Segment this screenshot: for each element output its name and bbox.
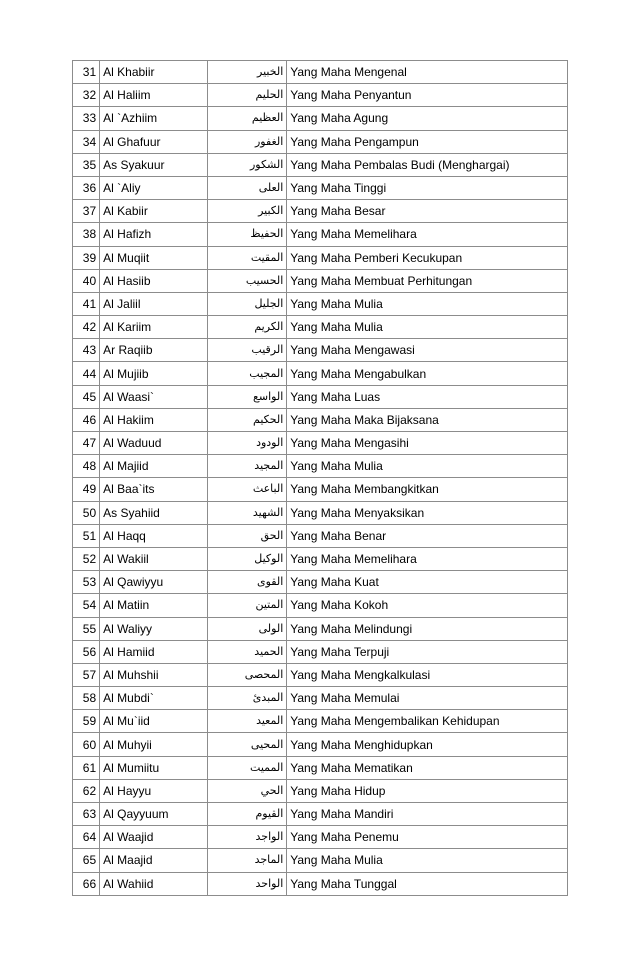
meaning-text: Yang Maha Mengabulkan — [287, 362, 568, 385]
latin-name: Al Ghafuur — [100, 130, 208, 153]
meaning-text: Yang Maha Menyaksikan — [287, 501, 568, 524]
meaning-text: Yang Maha Pengampun — [287, 130, 568, 153]
meaning-text: Yang Maha Tunggal — [287, 872, 568, 895]
table-row — [73, 663, 568, 686]
table-row — [73, 107, 568, 130]
latin-name: Al `Aliy — [100, 176, 208, 199]
arabic-name: الحق — [207, 524, 286, 547]
table-row — [73, 84, 568, 107]
table-row — [73, 524, 568, 547]
table-body — [73, 61, 568, 896]
table-row — [73, 223, 568, 246]
row-number: 63 — [73, 803, 100, 826]
arabic-name: الكريم — [207, 316, 286, 339]
meaning-text: Yang Maha Kokoh — [287, 594, 568, 617]
latin-name: Al Muhyii — [100, 733, 208, 756]
latin-name: Al Hakiim — [100, 408, 208, 431]
latin-name: Al Hamiid — [100, 640, 208, 663]
arabic-name: القيوم — [207, 803, 286, 826]
meaning-text: Yang Maha Mulia — [287, 849, 568, 872]
arabic-name: الواحد — [207, 872, 286, 895]
meaning-text: Yang Maha Melindungi — [287, 617, 568, 640]
arabic-name: العظيم — [207, 107, 286, 130]
table-row — [73, 547, 568, 570]
latin-name: Al Matiin — [100, 594, 208, 617]
table-row — [73, 130, 568, 153]
row-number: 38 — [73, 223, 100, 246]
meaning-text: Yang Maha Memelihara — [287, 547, 568, 570]
meaning-text: Yang Maha Memelihara — [287, 223, 568, 246]
meaning-text: Yang Maha Mulia — [287, 316, 568, 339]
meaning-text: Yang Maha Mengasihi — [287, 432, 568, 455]
meaning-text: Yang Maha Penyantun — [287, 84, 568, 107]
row-number: 49 — [73, 478, 100, 501]
table-row — [73, 246, 568, 269]
row-number: 44 — [73, 362, 100, 385]
arabic-name: الحميد — [207, 640, 286, 663]
row-number: 45 — [73, 385, 100, 408]
row-number: 33 — [73, 107, 100, 130]
meaning-text: Yang Maha Kuat — [287, 571, 568, 594]
latin-name: Al Waasi` — [100, 385, 208, 408]
row-number: 34 — [73, 130, 100, 153]
arabic-name: الشهيد — [207, 501, 286, 524]
latin-name: Al Haqq — [100, 524, 208, 547]
latin-name: Al Maajid — [100, 849, 208, 872]
meaning-text: Yang Maha Hidup — [287, 779, 568, 802]
meaning-text: Yang Maha Mematikan — [287, 756, 568, 779]
latin-name: Al Kariim — [100, 316, 208, 339]
table-row — [73, 339, 568, 362]
row-number: 66 — [73, 872, 100, 895]
row-number: 60 — [73, 733, 100, 756]
arabic-name: المعيد — [207, 710, 286, 733]
table-row — [73, 153, 568, 176]
meaning-text: Yang Maha Mulia — [287, 455, 568, 478]
latin-name: Al Waajid — [100, 826, 208, 849]
row-number: 43 — [73, 339, 100, 362]
arabic-name: العلى — [207, 176, 286, 199]
meaning-text: Yang Maha Membangkitkan — [287, 478, 568, 501]
arabic-name: الخبير — [207, 61, 286, 84]
meaning-text: Yang Maha Luas — [287, 385, 568, 408]
arabic-name: الكبير — [207, 200, 286, 223]
arabic-name: الغفور — [207, 130, 286, 153]
arabic-name: الواجد — [207, 826, 286, 849]
table-row — [73, 501, 568, 524]
row-number: 40 — [73, 269, 100, 292]
row-number: 42 — [73, 316, 100, 339]
table-row — [73, 200, 568, 223]
meaning-text: Yang Maha Mengembalikan Kehidupan — [287, 710, 568, 733]
row-number: 37 — [73, 200, 100, 223]
table-row — [73, 733, 568, 756]
arabic-name: المبدئ — [207, 687, 286, 710]
latin-name: Al Qayyuum — [100, 803, 208, 826]
meaning-text: Yang Maha Benar — [287, 524, 568, 547]
table-row — [73, 408, 568, 431]
latin-name: Al Haliim — [100, 84, 208, 107]
arabic-name: المحيى — [207, 733, 286, 756]
row-number: 47 — [73, 432, 100, 455]
row-number: 56 — [73, 640, 100, 663]
row-number: 35 — [73, 153, 100, 176]
table-row — [73, 687, 568, 710]
latin-name: Al Wahiid — [100, 872, 208, 895]
table-row — [73, 826, 568, 849]
arabic-name: الجليل — [207, 292, 286, 315]
table-row — [73, 385, 568, 408]
latin-name: Al Mu`iid — [100, 710, 208, 733]
arabic-name: الولى — [207, 617, 286, 640]
latin-name: Al Mubdi` — [100, 687, 208, 710]
row-number: 65 — [73, 849, 100, 872]
table-row — [73, 872, 568, 895]
latin-name: Al Mujiib — [100, 362, 208, 385]
row-number: 51 — [73, 524, 100, 547]
latin-name: Al Muhshii — [100, 663, 208, 686]
table-row — [73, 617, 568, 640]
row-number: 61 — [73, 756, 100, 779]
arabic-name: الشكور — [207, 153, 286, 176]
row-number: 52 — [73, 547, 100, 570]
arabic-name: القوى — [207, 571, 286, 594]
row-number: 57 — [73, 663, 100, 686]
row-number: 53 — [73, 571, 100, 594]
arabic-name: المحصى — [207, 663, 286, 686]
latin-name: Al Hasiib — [100, 269, 208, 292]
meaning-text: Yang Maha Memulai — [287, 687, 568, 710]
table-row — [73, 849, 568, 872]
row-number: 32 — [73, 84, 100, 107]
row-number: 62 — [73, 779, 100, 802]
row-number: 50 — [73, 501, 100, 524]
row-number: 31 — [73, 61, 100, 84]
row-number: 48 — [73, 455, 100, 478]
latin-name: Al Qawiyyu — [100, 571, 208, 594]
arabic-name: الحفيظ — [207, 223, 286, 246]
meaning-text: Yang Maha Pemberi Kecukupan — [287, 246, 568, 269]
row-number: 46 — [73, 408, 100, 431]
arabic-name: المميت — [207, 756, 286, 779]
latin-name: Al Khabiir — [100, 61, 208, 84]
meaning-text: Yang Maha Menghidupkan — [287, 733, 568, 756]
arabic-name: الواسع — [207, 385, 286, 408]
meaning-text: Yang Maha Maka Bijaksana — [287, 408, 568, 431]
arabic-name: الحكيم — [207, 408, 286, 431]
asmaul-husna-table — [72, 60, 568, 896]
latin-name: Al Muqiit — [100, 246, 208, 269]
table-row — [73, 710, 568, 733]
latin-name: As Syahiid — [100, 501, 208, 524]
table-row — [73, 803, 568, 826]
meaning-text: Yang Maha Terpuji — [287, 640, 568, 663]
row-number: 59 — [73, 710, 100, 733]
meaning-text: Yang Maha Penemu — [287, 826, 568, 849]
arabic-name: المقيت — [207, 246, 286, 269]
arabic-name: الماجد — [207, 849, 286, 872]
meaning-text: Yang Maha Tinggi — [287, 176, 568, 199]
table-row — [73, 455, 568, 478]
table-row — [73, 269, 568, 292]
arabic-name: المتين — [207, 594, 286, 617]
table-row — [73, 176, 568, 199]
latin-name: As Syakuur — [100, 153, 208, 176]
latin-name: Al Wakiil — [100, 547, 208, 570]
table-row — [73, 432, 568, 455]
table-row — [73, 640, 568, 663]
latin-name: Al Waduud — [100, 432, 208, 455]
meaning-text: Yang Maha Mengkalkulasi — [287, 663, 568, 686]
row-number: 39 — [73, 246, 100, 269]
meaning-text: Yang Maha Agung — [287, 107, 568, 130]
meaning-text: Yang Maha Mandiri — [287, 803, 568, 826]
table-row — [73, 594, 568, 617]
row-number: 58 — [73, 687, 100, 710]
arabic-name: الودود — [207, 432, 286, 455]
row-number: 55 — [73, 617, 100, 640]
table-row — [73, 61, 568, 84]
table-row — [73, 779, 568, 802]
arabic-name: الوكيل — [207, 547, 286, 570]
arabic-name: الحي — [207, 779, 286, 802]
table-row — [73, 478, 568, 501]
latin-name: Al Hayyu — [100, 779, 208, 802]
arabic-name: المجيد — [207, 455, 286, 478]
latin-name: Al `Azhiim — [100, 107, 208, 130]
table-row — [73, 756, 568, 779]
meaning-text: Yang Maha Mengawasi — [287, 339, 568, 362]
meaning-text: Yang Maha Mulia — [287, 292, 568, 315]
row-number: 54 — [73, 594, 100, 617]
meaning-text: Yang Maha Mengenal — [287, 61, 568, 84]
arabic-name: الحليم — [207, 84, 286, 107]
row-number: 64 — [73, 826, 100, 849]
table-row — [73, 362, 568, 385]
latin-name: Al Waliyy — [100, 617, 208, 640]
latin-name: Al Mumiitu — [100, 756, 208, 779]
arabic-name: المجيب — [207, 362, 286, 385]
latin-name: Al Jaliil — [100, 292, 208, 315]
latin-name: Al Baa`its — [100, 478, 208, 501]
meaning-text: Yang Maha Besar — [287, 200, 568, 223]
row-number: 41 — [73, 292, 100, 315]
arabic-name: الحسيب — [207, 269, 286, 292]
table-row — [73, 571, 568, 594]
latin-name: Al Hafizh — [100, 223, 208, 246]
table-row — [73, 316, 568, 339]
latin-name: Al Kabiir — [100, 200, 208, 223]
arabic-name: الباعث — [207, 478, 286, 501]
row-number: 36 — [73, 176, 100, 199]
latin-name: Al Majiid — [100, 455, 208, 478]
latin-name: Ar Raqiib — [100, 339, 208, 362]
table-row — [73, 292, 568, 315]
arabic-name: الرقيب — [207, 339, 286, 362]
meaning-text: Yang Maha Membuat Perhitungan — [287, 269, 568, 292]
meaning-text: Yang Maha Pembalas Budi (Menghargai) — [287, 153, 568, 176]
